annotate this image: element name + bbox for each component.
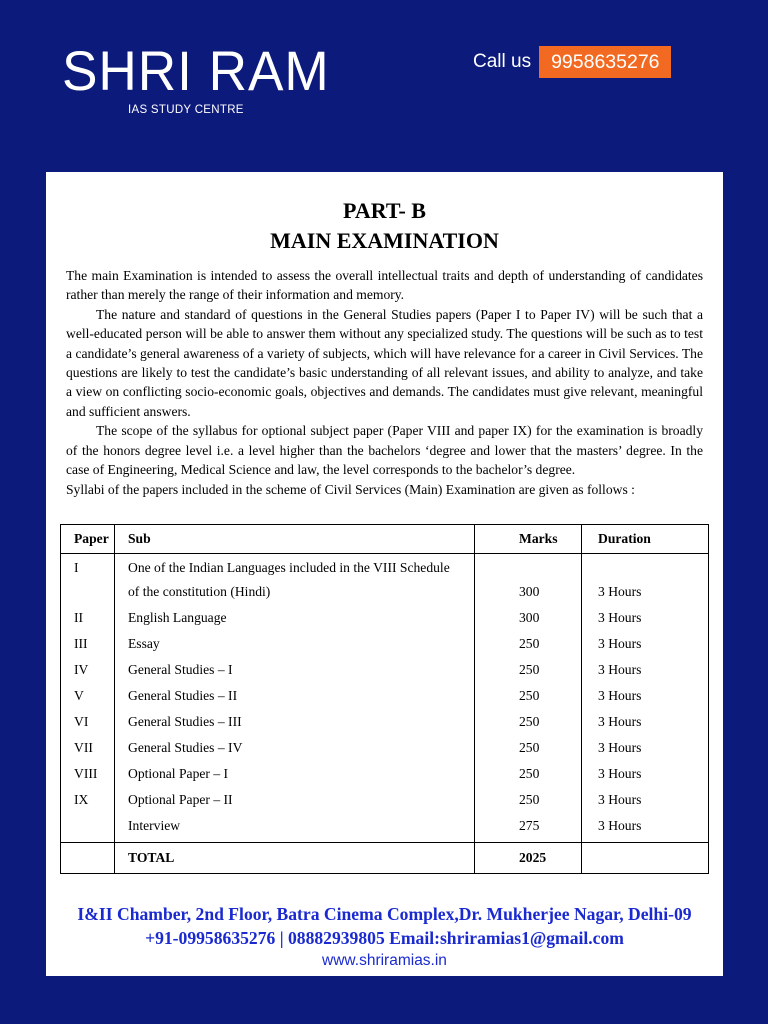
col-header-paper: Paper bbox=[61, 525, 115, 554]
table-row bbox=[61, 608, 709, 634]
cell-sub: General Studies – II bbox=[115, 686, 475, 712]
part-heading: PART- B bbox=[343, 198, 426, 223]
cell-duration: 3 Hours bbox=[582, 608, 709, 634]
cell-duration: 3 Hours bbox=[582, 738, 709, 764]
cell-marks: 300 bbox=[475, 582, 582, 608]
table-row bbox=[61, 582, 709, 608]
cell-duration: 3 Hours bbox=[582, 686, 709, 712]
table-row bbox=[61, 790, 709, 816]
cell-marks: 275 bbox=[475, 816, 582, 843]
table-row bbox=[61, 660, 709, 686]
cell-paper: VI bbox=[61, 712, 115, 738]
cell-marks: 250 bbox=[475, 738, 582, 764]
cell-duration: 3 Hours bbox=[582, 582, 709, 608]
table-row bbox=[61, 738, 709, 764]
cell-duration: 3 Hours bbox=[582, 790, 709, 816]
page-title bbox=[46, 196, 723, 256]
cell-marks bbox=[475, 554, 582, 583]
cell-marks: 250 bbox=[475, 686, 582, 712]
col-header-sub: Sub bbox=[115, 525, 475, 554]
cell-marks: 250 bbox=[475, 764, 582, 790]
table-row bbox=[61, 764, 709, 790]
cell-sub: General Studies – III bbox=[115, 712, 475, 738]
cell-sub: One of the Indian Languages included in the VIII Schedule bbox=[115, 554, 475, 583]
table-row bbox=[61, 686, 709, 712]
cell-sub: General Studies – IV bbox=[115, 738, 475, 764]
cell-duration: 3 Hours bbox=[582, 816, 709, 843]
table-row bbox=[61, 634, 709, 660]
cell-duration: 3 Hours bbox=[582, 660, 709, 686]
call-number-badge[interactable]: 9958635276 bbox=[539, 46, 670, 78]
paragraph-3: The scope of the syllabus for optional subject paper (Paper VIII and paper IX) for the examination is broadly of the honors degree level i.e. a level higher than the bachelors ‘degree and lower that the masters’ degree. In the case of Engineering, Medical Science and law, the level corresponds to the bachelor’s degree. bbox=[66, 423, 703, 478]
main-heading: MAIN EXAMINATION bbox=[270, 228, 499, 253]
cell-marks: 250 bbox=[475, 634, 582, 660]
brand-logo bbox=[62, 38, 344, 116]
cell-paper: VII bbox=[61, 738, 115, 764]
table-row bbox=[61, 816, 709, 843]
call-us-block[interactable] bbox=[473, 46, 671, 78]
cell-sub: Optional Paper – II bbox=[115, 790, 475, 816]
call-label: Call us bbox=[473, 51, 532, 72]
cell-paper bbox=[61, 816, 115, 843]
cell-marks: 250 bbox=[475, 712, 582, 738]
footer bbox=[46, 902, 723, 972]
cell-duration: 3 Hours bbox=[582, 634, 709, 660]
cell-paper: II bbox=[61, 608, 115, 634]
cell-paper: III bbox=[61, 634, 115, 660]
cell-marks: 250 bbox=[475, 790, 582, 816]
cell-paper bbox=[61, 582, 115, 608]
footer-address: I&II Chamber, 2nd Floor, Batra Cinema Complex,Dr. Mukherjee Nagar, Delhi-09 bbox=[77, 904, 692, 924]
cell-duration: 3 Hours bbox=[582, 712, 709, 738]
footer-contact[interactable]: +91-09958635276 | 08882939805 Email:shriramias1@gmail.com bbox=[145, 928, 624, 948]
brand-subtitle: IAS STUDY CENTRE bbox=[128, 104, 244, 116]
paragraph-4: Syllabi of the papers included in the scheme of Civil Services (Main) Examination are given as follows : bbox=[66, 482, 635, 498]
total-label: TOTAL bbox=[115, 843, 475, 874]
cell-paper: I bbox=[61, 554, 115, 583]
cell-sub: Interview bbox=[115, 816, 475, 843]
brand-name: SHRI RAM bbox=[62, 39, 330, 102]
cell-paper: V bbox=[61, 686, 115, 712]
paragraph-2: The nature and standard of questions in the General Studies papers (Paper I to Paper IV) will be such that a well-educated person will be able to answer them without any specialized study. The questions will be such as to test a candidate’s general awareness of a variety of subjects, which will have relevance for a career in Civil Services. The questions are likely to test the candidate’s basic understanding of all relevant issues, and ability to analyze, and take a view on conflicting socio-economic goals, objectives and demands. The candidates must give relevant, meaningful and sufficient answers. bbox=[66, 306, 703, 419]
cell-sub: Essay bbox=[115, 634, 475, 660]
cell-marks: 300 bbox=[475, 608, 582, 634]
cell-paper: IX bbox=[61, 790, 115, 816]
cell-sub: Optional Paper – I bbox=[115, 764, 475, 790]
cell-duration: 3 Hours bbox=[582, 764, 709, 790]
exam-table bbox=[60, 524, 709, 874]
table-header-row bbox=[61, 525, 709, 554]
paragraph-1: The main Examination is intended to assess the overall intellectual traits and depth of understanding of candidates rather than merely the range of their information and memory. bbox=[66, 268, 703, 303]
document-page bbox=[46, 172, 723, 976]
cell-duration bbox=[582, 554, 709, 583]
cell-marks: 250 bbox=[475, 660, 582, 686]
cell-sub: General Studies – I bbox=[115, 660, 475, 686]
col-header-duration: Duration bbox=[582, 525, 709, 554]
cell-duration bbox=[582, 843, 709, 874]
cell-paper: IV bbox=[61, 660, 115, 686]
table-row bbox=[61, 554, 709, 583]
table-total-row bbox=[61, 843, 709, 874]
table-row bbox=[61, 712, 709, 738]
cell-sub: of the constitution (Hindi) bbox=[115, 582, 475, 608]
cell-sub: English Language bbox=[115, 608, 475, 634]
body-text bbox=[66, 266, 703, 500]
cell-paper bbox=[61, 843, 115, 874]
cell-paper: VIII bbox=[61, 764, 115, 790]
total-marks: 2025 bbox=[475, 843, 582, 874]
footer-website-link[interactable]: www.shriramias.in bbox=[322, 952, 447, 969]
col-header-marks: Marks bbox=[475, 525, 582, 554]
